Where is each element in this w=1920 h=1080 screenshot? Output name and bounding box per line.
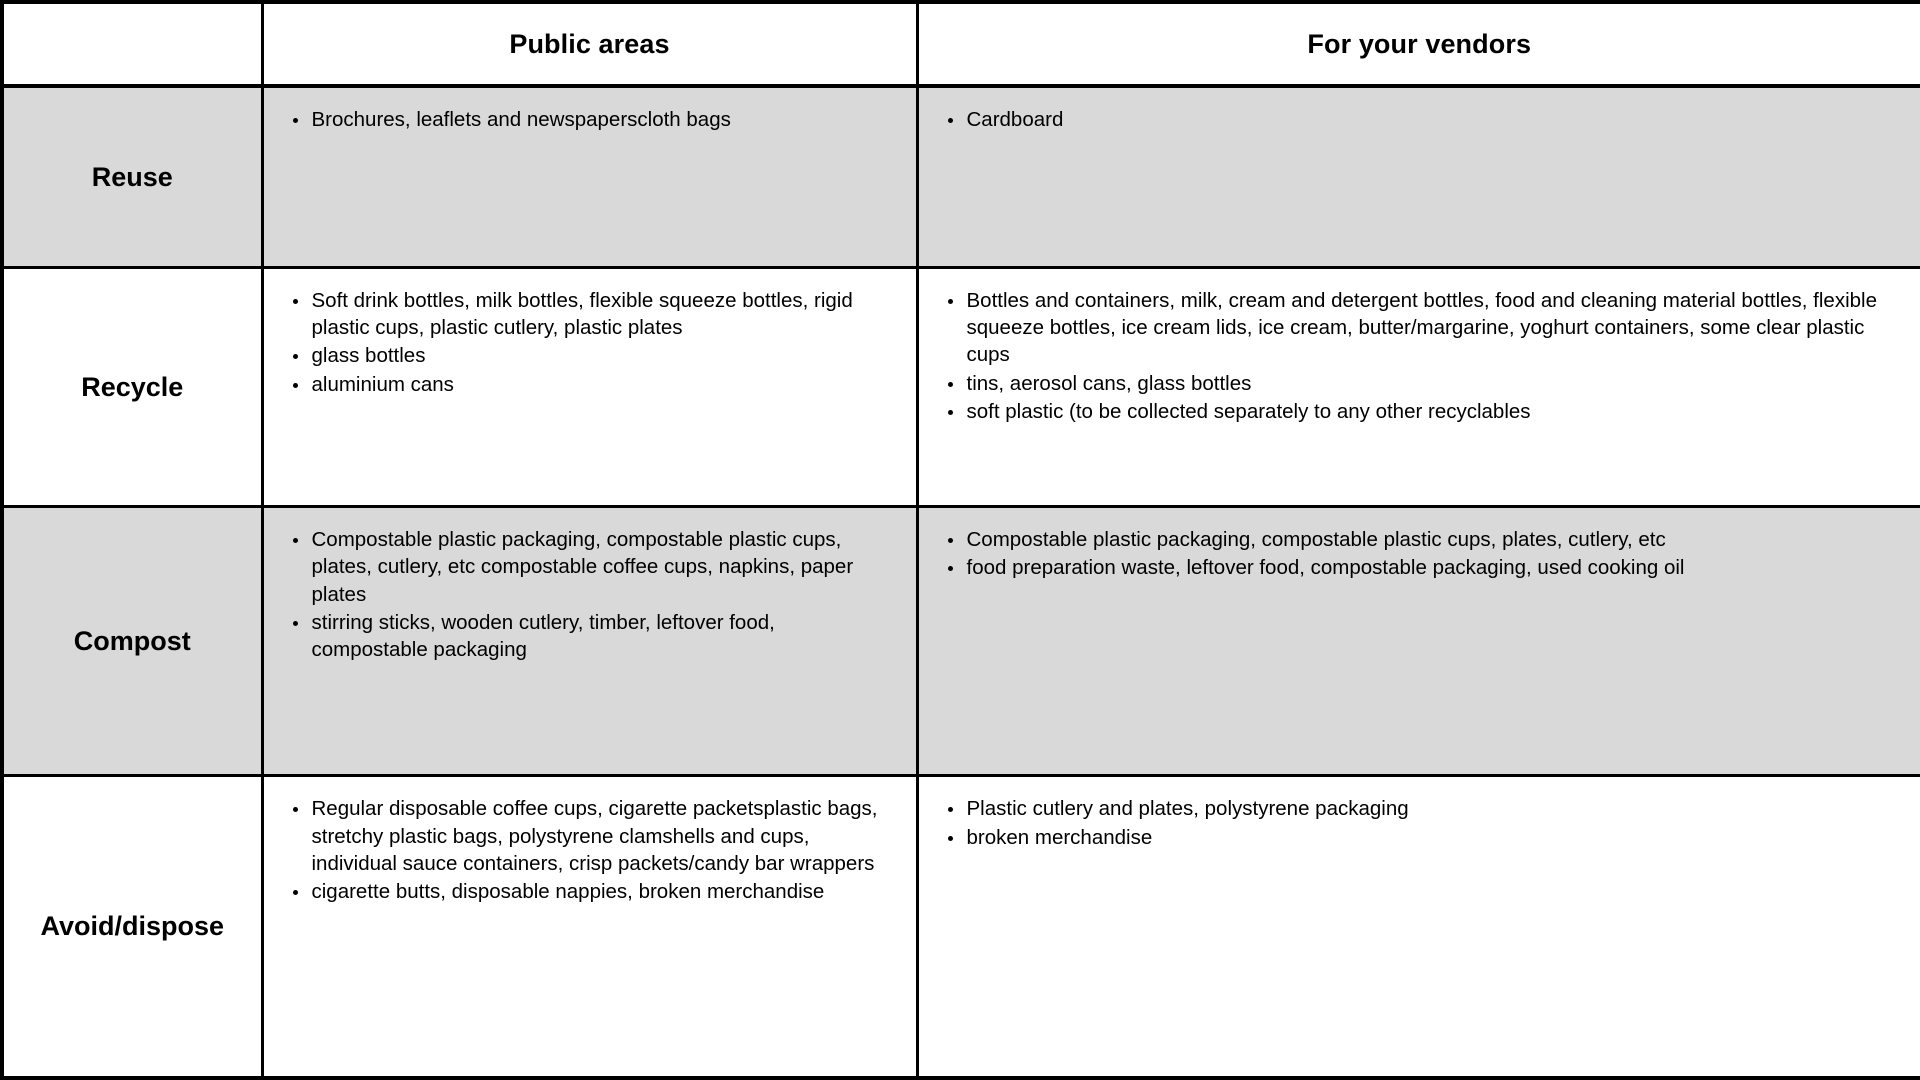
list-item: • stirring sticks, wooden cutlery, timber, leftover food, compostable packaging: [310, 609, 894, 664]
column-header-for-your-vendors: For your vendors: [917, 2, 1920, 86]
list-item: • aluminium cans: [310, 371, 894, 398]
cell-reuse-public-areas: [262, 86, 917, 267]
cell-compost-for-your-vendors: [917, 507, 1920, 776]
list-item: • Regular disposable coffee cups, cigarette packetsplastic bags, stretchy plastic bags, polystyrene clamshells and cups, individual sauce containers, crisp packets/candy bar wrappers: [310, 795, 894, 877]
bullet-list: [935, 526, 1899, 582]
list-item: • Bottles and containers, milk, cream and detergent bottles, food and cleaning material bottles, flexible squeeze bottles, ice cream lids, ice cream, butter/margarine, yoghurt containers, some clear plastic cups: [965, 287, 1899, 369]
list-item: • tins, aerosol cans, glass bottles: [965, 370, 1899, 397]
cell-recycle-public-areas: [262, 267, 917, 506]
list-item: • Soft drink bottles, milk bottles, flexible squeeze bottles, rigid plastic cups, plastic cutlery, plastic plates: [310, 287, 894, 342]
list-item: • Compostable plastic packaging, compostable plastic cups, plates, cutlery, etc compostable coffee cups, napkins, paper plates: [310, 526, 894, 608]
table-corner-cell: [2, 2, 262, 86]
cell-reuse-for-your-vendors: [917, 86, 1920, 267]
table-row: [2, 267, 1920, 506]
list-item: • soft plastic (to be collected separately to any other recyclables: [965, 398, 1899, 425]
list-item: • Compostable plastic packaging, compostable plastic cups, plates, cutlery, etc: [965, 526, 1899, 553]
bullet-list: [935, 287, 1899, 425]
cell-recycle-for-your-vendors: [917, 267, 1920, 506]
list-item: • food preparation waste, leftover food, compostable packaging, used cooking oil: [965, 554, 1899, 581]
row-label-reuse: Reuse: [2, 86, 262, 267]
row-label-avoid-dispose: Avoid/dispose: [2, 776, 262, 1078]
table-row: [2, 507, 1920, 776]
list-item: • Plastic cutlery and plates, polystyrene packaging: [965, 795, 1899, 822]
row-label-recycle: Recycle: [2, 267, 262, 506]
cell-avoid-for-your-vendors: [917, 776, 1920, 1078]
bullet-list: [280, 526, 894, 663]
bullet-list: [935, 106, 1899, 133]
list-item: • glass bottles: [310, 342, 894, 369]
list-item: • Brochures, leaflets and newspaperscloth bags: [310, 106, 894, 133]
table-row: [2, 776, 1920, 1078]
table-body: [2, 86, 1920, 1078]
bullet-list: [280, 287, 894, 398]
bullet-list: [280, 795, 894, 905]
list-item: • broken merchandise: [965, 824, 1899, 851]
table-row: [2, 86, 1920, 267]
list-item: • Cardboard: [965, 106, 1899, 133]
list-item: • cigarette butts, disposable nappies, broken merchandise: [310, 878, 894, 905]
cell-compost-public-areas: [262, 507, 917, 776]
column-header-public-areas: Public areas: [262, 2, 917, 86]
table-header-row: [2, 2, 1920, 86]
cell-avoid-public-areas: [262, 776, 917, 1078]
table-header: [2, 2, 1920, 86]
bullet-list: [280, 106, 894, 133]
bullet-list: [935, 795, 1899, 851]
row-label-compost: Compost: [2, 507, 262, 776]
